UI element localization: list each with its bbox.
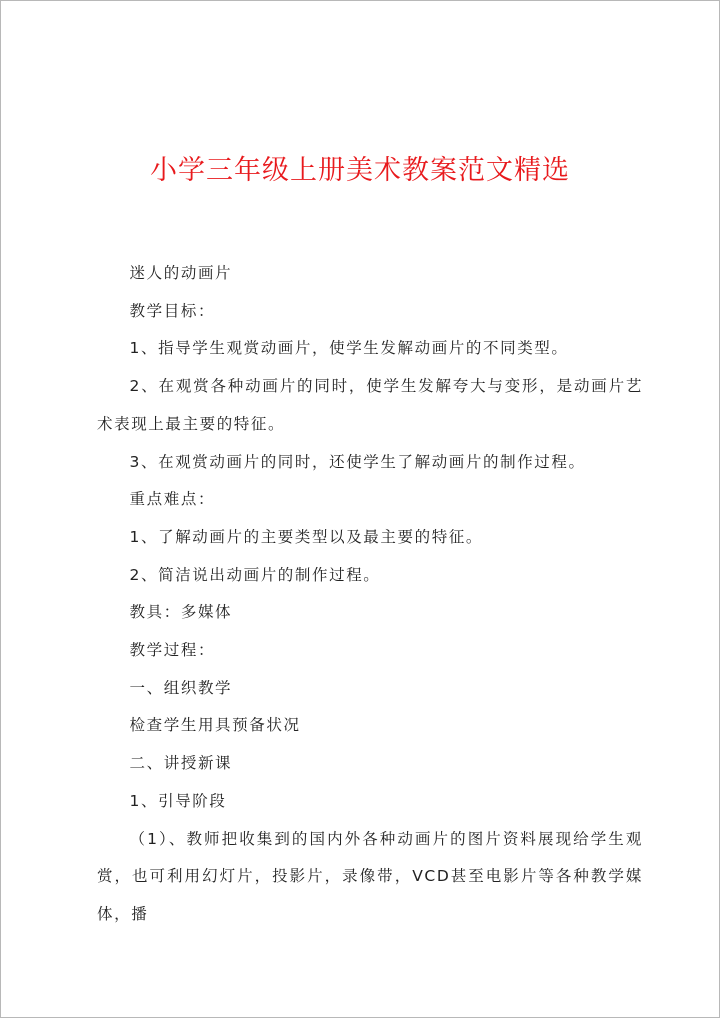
paragraph-process-label: 教学过程：	[129, 641, 216, 660]
paragraph-key-point-1: 1、了解动画片的主要类型以及最主要的特征。	[129, 527, 484, 546]
paragraph-step-1: 一、组织教学	[129, 678, 233, 697]
paragraph-step-2-sub-1: 1、引导阶段	[129, 791, 227, 810]
paragraph-key-points-label: 重点难点：	[129, 490, 216, 509]
paragraph-step-2-sub-1-detail: （1）、教师把收集到的国内外各种动画片的图片资料展现给学生观赏，也可利用幻灯片，投影片，录像带，VCD甚至电影片等各种教学媒体，播	[97, 829, 643, 923]
paragraph-objective-3: 3、在观赏动画片的同时，还使学生了解动画片的制作过程。	[129, 452, 586, 471]
paragraph-objectives-label: 教学目标：	[129, 301, 216, 320]
paragraph-heading-lesson: 迷人的动画片	[129, 264, 233, 282]
document-title: 小学三年级上册美术教案范文精选	[150, 155, 570, 186]
paragraph-objective-2: 2、在观赏各种动画片的同时，使学生发解夸大与变形，是动画片艺术表现上最主要的特征。	[97, 377, 643, 433]
paragraph-teaching-aids: 教具：多媒体	[129, 603, 233, 622]
paragraph-step-2: 二、讲授新课	[129, 754, 233, 773]
paragraph-key-point-2: 2、简洁说出动画片的制作过程。	[129, 565, 381, 584]
paragraph-objective-1: 1、指导学生观赏动画片，使学生发解动画片的不同类型。	[129, 339, 569, 358]
paragraph-step-1-detail: 检查学生用具预备状况	[129, 716, 301, 735]
document-body	[97, 255, 643, 934]
